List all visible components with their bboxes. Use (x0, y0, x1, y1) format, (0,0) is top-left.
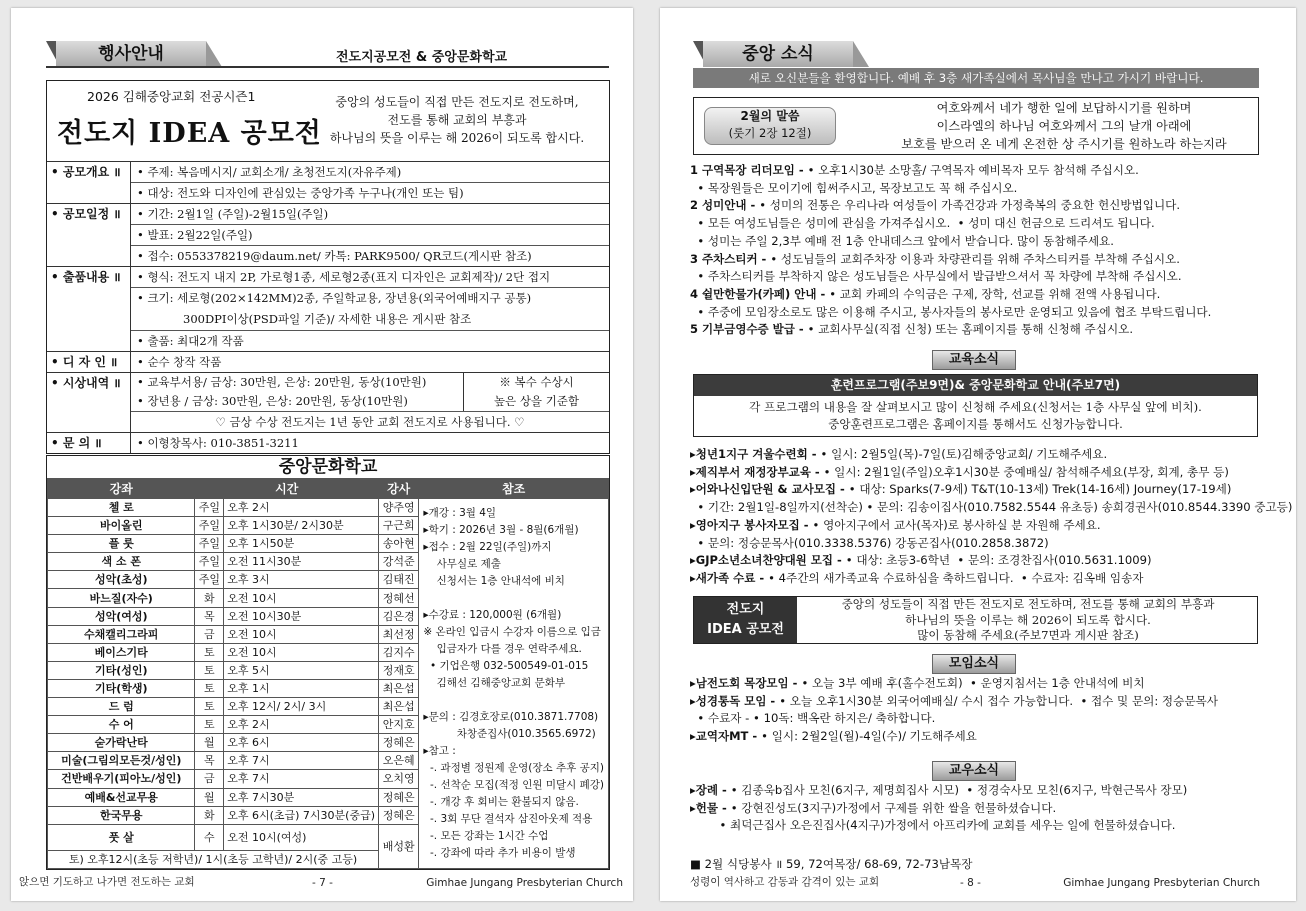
note-line: 사무실로 제출 (423, 558, 501, 570)
footer-page: - 7 - (312, 877, 333, 889)
course-time: 오후 6시 (224, 734, 379, 752)
note-line (423, 692, 604, 709)
news-item-text: • 영아지구에서 교사(목자)로 봉사하실 분 자원해 주세요. (812, 517, 1101, 532)
note-line: 김해선 김해중앙교회 문화부 (423, 677, 566, 689)
note-line: • 기업은행 032-500549-01-015 (423, 660, 589, 672)
school-title: 중앙문화학교 (278, 457, 378, 477)
idea-label-line: 전도지 (726, 602, 765, 617)
course-time: 오전 10시 (224, 589, 379, 607)
course-day: 토 (195, 698, 224, 716)
news-item-head: ▸새가족 수료 - (690, 570, 769, 585)
news-item (690, 251, 1280, 269)
news-item-text: • 대상: 초등3-6학년 • 문의: 조경찬집사(010.5631.1009) (845, 553, 1152, 568)
course-day: 주일 (195, 517, 224, 535)
news-item-head: ▸헌물 - (690, 800, 731, 815)
course-day: 주일 (195, 535, 224, 553)
contest-header (47, 81, 609, 161)
news-item (690, 517, 1290, 535)
news-item (690, 233, 1280, 251)
size-line-1: • 크기: 세로형(202×142MM)2종, 주일학교용, 장년용(외국어예배지구 공통) (137, 291, 532, 305)
course-time: 오후 7시 (224, 770, 379, 788)
news-item (690, 197, 1280, 215)
course-name: 색 소 폰 (48, 553, 195, 571)
row-category: • 출품내용 ॥ (47, 267, 131, 351)
edu-news (690, 446, 1293, 588)
news-item (690, 268, 1280, 286)
edu-section-title: 교육소식 (932, 350, 1016, 370)
note-line: -. 모든 강좌는 1시간 수업 (423, 830, 549, 842)
course-teacher: 김태진 (379, 571, 419, 589)
course-name: 성악(여성) (48, 607, 195, 625)
news-item-head: ▸장례 - (690, 783, 731, 797)
verse-ref: (룻기 2장 12절) (728, 126, 812, 140)
course-day: 금 (195, 625, 224, 643)
news-item-text: • 문의: 정승문목사(010.3338.5376) 강동곤집사(010.2858.3872) (690, 535, 1049, 550)
contest-table (46, 80, 610, 454)
col-time: 시간 (195, 479, 379, 499)
news-item (690, 782, 1290, 800)
news-item-head: ▸청년1지구 겨울수련회 - (690, 447, 821, 461)
course-day: 월 (195, 788, 224, 806)
note-line: -. 과정별 정원제 운영(장소 추후 공지) (423, 762, 604, 774)
news-item (690, 499, 1293, 517)
col-course: 강좌 (48, 479, 195, 499)
contest-title: 전도지 IDEA 공모전 (57, 118, 322, 149)
prize-note: 높은 상을 기준함 (493, 394, 580, 408)
note-line: ▸참고 : (423, 745, 456, 757)
course-name: 기타(성인) (48, 661, 195, 679)
banner-right-triangle (853, 41, 869, 67)
note-line: -. 개강 후 회비는 환불되지 않음. (423, 796, 579, 808)
note-line (423, 590, 604, 607)
verse-line: 이스라엘의 하나님 여호와께서 그의 날개 아래에 (936, 119, 1192, 133)
news-item (690, 464, 1290, 482)
note-line: ▸학기 : 2026년 3월 - 8월(6개월) (423, 524, 579, 536)
news-item-text: • 수료자 - • 10독: 백옥란 하지은/ 축하합니다. (690, 711, 936, 726)
course-teacher: 최은섭 (379, 698, 419, 716)
idea-line: 많이 동참해 주세요(주보7면과 게시판 참조) (917, 628, 1139, 642)
meet-section-title: 모임소식 (932, 654, 1016, 674)
section-banner (46, 41, 246, 67)
course-teacher: 정재호 (379, 661, 419, 679)
church-news (690, 162, 1280, 339)
course-teacher: 최선정 (379, 625, 419, 643)
contest-row-entry (47, 266, 609, 351)
news-item (690, 321, 1280, 339)
prize-line: • 교육부서용/ 금상: 30만원, 은상: 20만원, 동상(10만원) (137, 375, 427, 389)
course-teacher: 정혜은 (379, 788, 419, 806)
row-item: • 출품: 최대2개 작품 (131, 330, 609, 351)
course-teacher: 구근희 (379, 517, 419, 535)
course-teacher: 최은섭 (379, 679, 419, 697)
news-item-head: 4 쉴만한물가(카페) 안내 - (690, 286, 830, 301)
course-name: 첼 로 (48, 499, 195, 517)
course-day: 수 (195, 824, 224, 850)
news-item (690, 446, 1290, 464)
course-day: 토 (195, 716, 224, 734)
row-item: • 기간: 2월1일 (주일)-2월15일(주일) (137, 207, 329, 221)
page-7 (11, 8, 633, 901)
course-time: 오후 3시 (224, 571, 379, 589)
contest-row-schedule (47, 203, 609, 266)
news-item-head: ▸어와나신입단원 & 교사모집 - (690, 482, 849, 497)
meal-service: ■ 2월 식당봉사 ॥ 59, 72여목장/ 68-69, 72-73남목장 (690, 857, 973, 871)
course-day: 목 (195, 607, 224, 625)
course-teacher: 송아현 (379, 535, 419, 553)
course-teacher: 김지수 (379, 643, 419, 661)
section-banner (693, 41, 893, 67)
course-name: 베이스기타 (48, 643, 195, 661)
footer-page: - 8 - (960, 877, 981, 889)
course-name: 바느질(자수) (48, 589, 195, 607)
row-category: • 디 자 인 ॥ (47, 352, 131, 372)
desc-line: 하나님의 뜻을 이루는 해 2026이 되도록 합시다. (329, 131, 585, 145)
culture-school-table (46, 455, 610, 870)
col-notes: 참조 (419, 479, 609, 499)
course-time: 오후 1시50분 (224, 535, 379, 553)
news-item-head: 2 성미안내 - (690, 198, 760, 213)
banner-label: 중앙 소식 (703, 41, 853, 67)
note-line: ▸개강 : 3월 4일 (423, 507, 497, 519)
banner-label: 행사안내 (56, 41, 206, 67)
row-category: • 시상내역 ॥ (47, 373, 131, 432)
news-item (690, 535, 1290, 553)
news-item-head: ▸남전도회 목장모임 - (690, 676, 802, 690)
footer-right: Gimhae Jungang Presbyterian Church (426, 877, 623, 889)
course-teacher: 양주영 (379, 499, 419, 517)
course-time: 오전 10시30분 (224, 607, 379, 625)
row-item: • 대상: 전도와 디자인에 관심있는 중앙가족 누구나(개인 또는 팀) (131, 182, 609, 203)
school-row (48, 499, 609, 517)
desc-line: 전도를 통해 교회의 부흥과 (387, 113, 527, 127)
col-teacher: 강사 (379, 479, 419, 499)
news-item (690, 215, 1280, 233)
note-line: 차창준집사(010.3565.6972) (423, 728, 596, 740)
course-teacher: 정혜은 (379, 806, 419, 824)
edu-box-head: 훈련프로그램(주보9면)& 중앙문화학교 안내(주보7면) (694, 375, 1257, 396)
page-8 (660, 8, 1296, 901)
news-item-text: • 4주간의 새가족교육 수료하심을 축하드립니다. • 수료자: 김옥배 임송자 (768, 570, 1144, 585)
row-item-size (131, 287, 609, 330)
row-item: • 순수 창작 작품 (137, 355, 222, 369)
member-news (690, 782, 1290, 835)
news-item-head: ▸영아지구 봉사자모집 - (690, 517, 813, 532)
news-item (690, 286, 1280, 304)
contest-row-overview (47, 161, 609, 203)
news-item-text: • 목장원들은 모이기에 힘써주시고, 목장보고도 꼭 해 주십시오. (690, 180, 1018, 195)
news-item (690, 675, 1290, 693)
course-teacher: 정혜은 (379, 734, 419, 752)
row-item: • 발표: 2월22일(주일) (131, 224, 609, 245)
news-item-text: • 교회 카페의 수익금은 구제, 장학, 선교를 위해 전액 사용됩니다. (829, 286, 1161, 301)
course-time: 오전 10시 (224, 643, 379, 661)
edu-box-line: 각 프로그램의 내용을 잘 살펴보시고 많이 신청해 주세요(신청서는 1층 사무실 앞에 비치). (749, 400, 1202, 414)
news-item-text: • 주중에 모임장소로도 많은 이용해 주시고, 봉사자들의 봉사로만 운영되고 있음에 협조 부탁드립니다. (690, 304, 1212, 319)
note-line: -. 3회 무단 결석자 삼진아웃제 적용 (423, 813, 593, 825)
course-time: 오전 10시(여성) (224, 824, 379, 850)
welcome-bar: 새로 오신분들을 환영합니다. 예배 후 3층 새가족실에서 목사님을 만나고 가시기 바랍니다. (693, 68, 1259, 88)
footer-right: Gimhae Jungang Presbyterian Church (1063, 877, 1260, 889)
edu-box (693, 374, 1258, 437)
course-time: 오후 1시 (224, 679, 379, 697)
row-category: • 공모일정 ॥ (47, 204, 131, 266)
news-item-head: 1 구역목장 리더모임 - (690, 163, 808, 177)
news-item-text: • 기간: 2월1일-8일까지(선착순) • 문의: 김송이집사(010.7582.5544 유초등) 송희경권사(010.8544.3390 중고등) (690, 500, 1293, 515)
course-time: 오후 7시 (224, 752, 379, 770)
futsal-youth-times: 토) 오후12시(초등 저학년)/ 1시(초등 고학년)/ 2시(중 고등) (48, 850, 379, 868)
edu-box-line: 중앙훈련프로그램은 홈페이지를 통해서도 신청가능합니다. (828, 417, 1123, 431)
course-name: 수채캘리그라피 (48, 625, 195, 643)
idea-line: 하나님의 뜻을 이루는 해 2026이 되도록 합시다. (905, 612, 1151, 627)
course-teacher: 오치영 (379, 770, 419, 788)
note-line: -. 선착순 모집(적정 인원 미달시 폐강) (423, 779, 604, 791)
footer-left: 성령이 역사하고 감동과 감격이 있는 교회 (690, 876, 880, 888)
news-item-text: • 일시: 2월2일(월)-4일(수)/ 기도해주세요 (761, 729, 977, 744)
course-day: 금 (195, 770, 224, 788)
course-teacher: 강석준 (379, 553, 419, 571)
course-teacher: 배성환 (379, 824, 419, 868)
contest-subtitle: 2026 김해중앙교회 전공시즌1 (87, 89, 256, 104)
news-item-head: ▸제직부서 재정장부교육 - (690, 464, 824, 479)
news-item-head: ▸성경통독 모임 - (690, 693, 780, 708)
row-item: • 형식: 전도지 내지 2P, 가로형1종, 세로형2종(표지 디자인은 교회제작)/ 2단 접지 (137, 270, 551, 284)
course-name: 풋 살 (48, 824, 195, 850)
note-line: ▸수강료 : 120,000원 (6개월) (423, 609, 562, 621)
news-item (690, 481, 1290, 499)
news-item (690, 180, 1280, 198)
course-day: 토 (195, 679, 224, 697)
row-category: • 공모개요 ॥ (47, 162, 131, 203)
course-time: 오전 11시30분 (224, 553, 379, 571)
news-item-text: • 강현진성도(3지구)가정에서 구제를 위한 쌀을 헌물하셨습니다. (730, 800, 1057, 815)
verse-title: 2월의 말씀 (740, 109, 800, 123)
desc-line: 중앙의 성도들이 직접 만든 전도지로 전도하며, (335, 95, 579, 109)
footer-left: 앉으면 기도하고 나가면 전도하는 교회 (19, 876, 195, 888)
news-item (690, 693, 1290, 711)
prize-line: • 장년용 / 금상: 30만원, 은상: 20만원, 동상(10만원) (137, 394, 408, 408)
news-item (690, 728, 1290, 746)
prize-note: ※ 복수 수상시 (499, 375, 574, 389)
verse-badge (704, 107, 836, 145)
news-item (690, 570, 1290, 588)
note-line: 신청서는 1층 안내석에 비치 (423, 575, 565, 587)
course-name: 예배&선교무용 (48, 788, 195, 806)
news-item-text: • 일시: 2월1일(주일)오후1시30분 중예배실/ 참석해주세요(부장, 회계, 총무 등) (823, 464, 1229, 479)
course-teacher: 오은혜 (379, 752, 419, 770)
course-time: 오후 2시 (224, 716, 379, 734)
course-name: 성악(초성) (48, 571, 195, 589)
row-category: • 문 의 ॥ (47, 433, 131, 453)
news-item-text: • 교회사무실(직접 신청) 또는 홈페이지를 통해 신청해 주십시오. (807, 322, 1134, 337)
course-time: 오후 7시30분 (224, 788, 379, 806)
news-item-text: • 성미는 주일 2,3부 예배 전 1층 안내데스크 앞에서 받습니다. 많이 동참해주세요. (690, 233, 1114, 248)
news-item-head: 5 기부금영수증 발급 - (690, 322, 808, 337)
news-item (690, 710, 1290, 728)
school-notes (419, 499, 609, 869)
course-name: 미술(그림의모든것/성인) (48, 752, 195, 770)
verse-text (874, 99, 1254, 153)
contact-value: • 이형창목사: 010-3851-3211 (137, 436, 299, 450)
idea-text (800, 597, 1256, 644)
course-day: 화 (195, 589, 224, 607)
news-item (690, 800, 1290, 818)
course-name: 드 럼 (48, 698, 195, 716)
course-time: 오후 6시(초급) 7시30분(중급) (224, 806, 379, 824)
contest-description (309, 93, 605, 147)
course-time: 오전 10시 (224, 625, 379, 643)
note-line: ▸문의 : 김경호장로(010.3871.7708) (423, 711, 599, 723)
course-teacher: 김은경 (379, 607, 419, 625)
course-day: 주일 (195, 571, 224, 589)
idea-line: 중앙의 성도들이 직접 만든 전도지로 전도하며, 전도를 통해 교회의 부흥과 (841, 597, 1215, 611)
news-item-text: • 모든 여성도님들은 성미에 관심을 가져주십시오. • 성미 대신 헌금으로 드리셔도 됩니다. (690, 216, 1155, 231)
news-item-text: • 대상: Sparks(7-9세) T&T(10-13세) Trek(14-16세) Journey(17-19세) (848, 482, 1232, 497)
header-rule (46, 66, 609, 68)
news-item-head: 3 주차스티커 - (690, 251, 771, 266)
idea-label-line: IDEA 공모전 (707, 622, 784, 637)
news-item-text: • 일시: 2월5일(목)-7일(토)김해중앙교회/ 기도해주세요. (820, 447, 1108, 461)
course-day: 주일 (195, 553, 224, 571)
idea-box (693, 596, 1258, 644)
course-teacher: 안지호 (379, 716, 419, 734)
news-item-text: • 최덕근집사 오은진집사(4지구)가정에서 아프리카에 교회를 세우는 일에 헌물하셨습니다. (690, 818, 1176, 833)
verse-box (693, 97, 1259, 155)
row-item: • 접수: 0553378219@daum.net/ 카톡: PARK9500/ QR코드(게시판 참조) (131, 245, 609, 266)
news-item-head: ▸교역자MT - (690, 729, 762, 744)
pray-section-title: 교우소식 (932, 761, 1016, 781)
row-item: • 주제: 복음메시지/ 교회소개/ 초청전도지(자유주제) (137, 165, 402, 179)
news-item-text: • 성미의 전통은 우리나라 여성들이 가족건강과 가정축복의 중요한 헌신방법입니다. (759, 198, 1181, 213)
news-item (690, 817, 1290, 835)
course-day: 화 (195, 806, 224, 824)
course-time: 오후 1시30분/ 2시30분 (224, 517, 379, 535)
meeting-news (690, 675, 1290, 746)
contest-row-prize (47, 372, 609, 432)
prize-footer: ♡ 금상 수상 전도지는 1년 동안 교회 전도지로 사용됩니다. ♡ (131, 411, 609, 432)
course-day: 주일 (195, 499, 224, 517)
course-name: 한국무용 (48, 806, 195, 824)
size-line-2: 300DPI이상(PSD파일 기준)/ 자세한 내용은 게시판 참조 (183, 312, 472, 326)
course-time: 오후 2시 (224, 499, 379, 517)
course-day: 월 (195, 734, 224, 752)
note-line: ※ 온라인 입금시 수강자 이름으로 입금 (423, 626, 601, 638)
note-line: 입금자가 다를 경우 연락주세요. (423, 643, 582, 655)
school-schedule (47, 478, 609, 869)
news-item-text: • 오늘 3부 예배 후(홀수전도회) • 운영지침서는 1층 안내석에 비치 (801, 676, 1145, 690)
contest-row-design (47, 351, 609, 372)
course-name: 플 룻 (48, 535, 195, 553)
note-line: -. 강좌에 따라 추가 비용이 발생 (423, 847, 576, 859)
note-line: ▸접수 : 2월 22일(주일)까지 (423, 541, 552, 553)
banner-right-triangle (206, 41, 222, 67)
verse-line: 보호를 받으러 온 네게 온전한 상 주시기를 원하노라 하는지라 (901, 137, 1227, 151)
idea-label (694, 597, 797, 643)
course-name: 바이올린 (48, 517, 195, 535)
news-item-text: • 김종욱b집사 모친(6지구, 제명희집사 시모) • 정경숙사모 모친(6지구, 박현근목사 장모) (730, 783, 1188, 797)
news-item-text: • 성도님들의 교회주차장 이용과 차량관리를 위해 주차스티커를 부착해 주십시오. (770, 251, 1180, 266)
contest-row-contact (47, 432, 609, 453)
course-name: 숟가락난타 (48, 734, 195, 752)
course-name: 건반배우기(피아노/성인) (48, 770, 195, 788)
course-time: 오후 5시 (224, 661, 379, 679)
verse-line: 여호와께서 네가 행한 일에 보답하시기를 원하며 (936, 101, 1192, 115)
news-item (690, 162, 1280, 180)
course-day: 목 (195, 752, 224, 770)
course-teacher: 정혜선 (379, 589, 419, 607)
course-day: 토 (195, 661, 224, 679)
news-item (690, 552, 1290, 570)
header-right-title: 전도지공모전 & 중앙문화학교 (336, 50, 508, 65)
news-item-text: • 오후1시30분 소망홀/ 구역목자 예비목자 모두 참석해 주십시오. (807, 163, 1139, 177)
course-name: 수 어 (48, 716, 195, 734)
news-item-head: ▸GJP소년소녀찬양대원 모집 - (690, 553, 846, 568)
news-item (690, 304, 1280, 322)
course-day: 토 (195, 643, 224, 661)
news-item-text: • 주차스티커를 부착하지 않은 성도님들은 사무실에서 발급받으셔서 꼭 차량에 부착해 주십시오. (690, 269, 1182, 284)
course-time: 오후 12시/ 2시/ 3시 (224, 698, 379, 716)
course-name: 기타(학생) (48, 679, 195, 697)
news-item-text: • 오늘 오후1시30분 외국어예배실/ 수시 접수 가능합니다. • 접수 및 문의: 정승문목사 (779, 693, 1218, 708)
